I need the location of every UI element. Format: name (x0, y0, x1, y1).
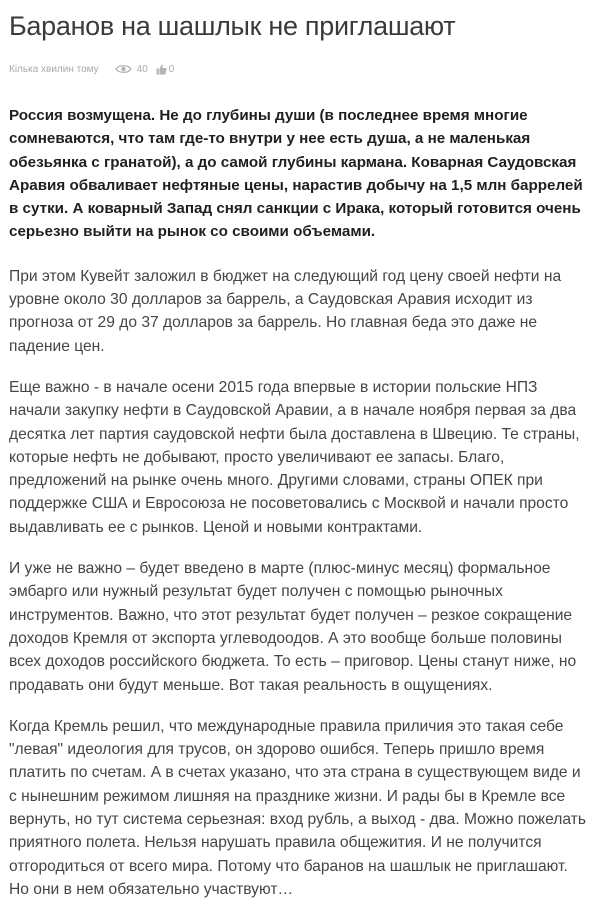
article-paragraph: И уже не важно – будет введено в марте (плюс-минус месяц) формальное эмбарго или нужный результат будет получен с помощью рыночных инструментов. Важно, что этот результат будет получен – резкое сокращение доходов Кремля от экспорта углеводоодов. А это вообще больше половины всех доходов российского бюджета. То есть – приговор. Цены станут ниже, но продавать они будут меньше. Вот такая реальность в ощущениях. (9, 560, 577, 694)
article-lead: Россия возмущена. Не до глубины души (в последнее время многие сомневаются, что там где-то внутри у нее есть душа, а не маленькая обезьянка с гранатой), а до самой глубины кармана. Коварная Саудовская Аравия обваливает нефтяные цены, нарастив добычу на 1,5 млн баррелей в сутки. А коварный Запад снял санкции с Ирака, который готовится очень серьезно выйти на рынок со своими объемами. (9, 107, 583, 241)
article-paragraph: При этом Кувейт заложил в бюджет на следующий год цену своей нефти на уровне около 30 долларов за баррель, а Саудовская Аравия исходит из прогноза от 29 до 37 долларов за баррель. Но главная беда это даже не падение цен. (9, 267, 562, 355)
views-counter (115, 64, 148, 75)
article-title: Баранов на шашлык не приглашают (9, 11, 456, 41)
article-paragraph: Еще важно - в начале осени 2015 года впервые в истории польские НПЗ начали закупку нефти в Саудовской Аравии, а в начале ноября первая за два десятка лет партия саудовской нефти была доставлена в Швецию. Те страны, которые нефть не добывают, просто увеличивают ее запасы. Благо, предложений на рынке очень много. Другими словами, страны ОПЕК при поддержке США и Евросоюза не посоветовались с Москвой и начали просто выдавливать ее с рынков. Ценой и новыми контрактами. (9, 378, 580, 536)
thumbs-up-icon (156, 64, 167, 75)
like-button[interactable] (156, 64, 175, 75)
article-paragraph: Когда Кремль решил, что международные правила приличия это такая себе "левая" идеология для трусов, он здорово ошибся. Теперь пришло время платить по счетам. А в счетах указано, что эта страна в существующем виде и с нынешним режимом лишняя на празднике жизни. И рады бы в Кремле все вернуть, но тут система серьезная: вход рубль, а выход - два. Можно пожелать приятного полета. Нельзя нарушать правила общежития. И не получится отгородиться от всего мира. Потому что баранов на шашлык не приглашают. Но они в нем обязательно участвуют… (9, 717, 586, 898)
likes-count: 0 (168, 63, 175, 75)
article-meta (9, 62, 588, 76)
publish-time: Кілька хвилин тому (9, 63, 99, 75)
eye-icon (115, 64, 132, 74)
views-count: 40 (136, 63, 148, 75)
